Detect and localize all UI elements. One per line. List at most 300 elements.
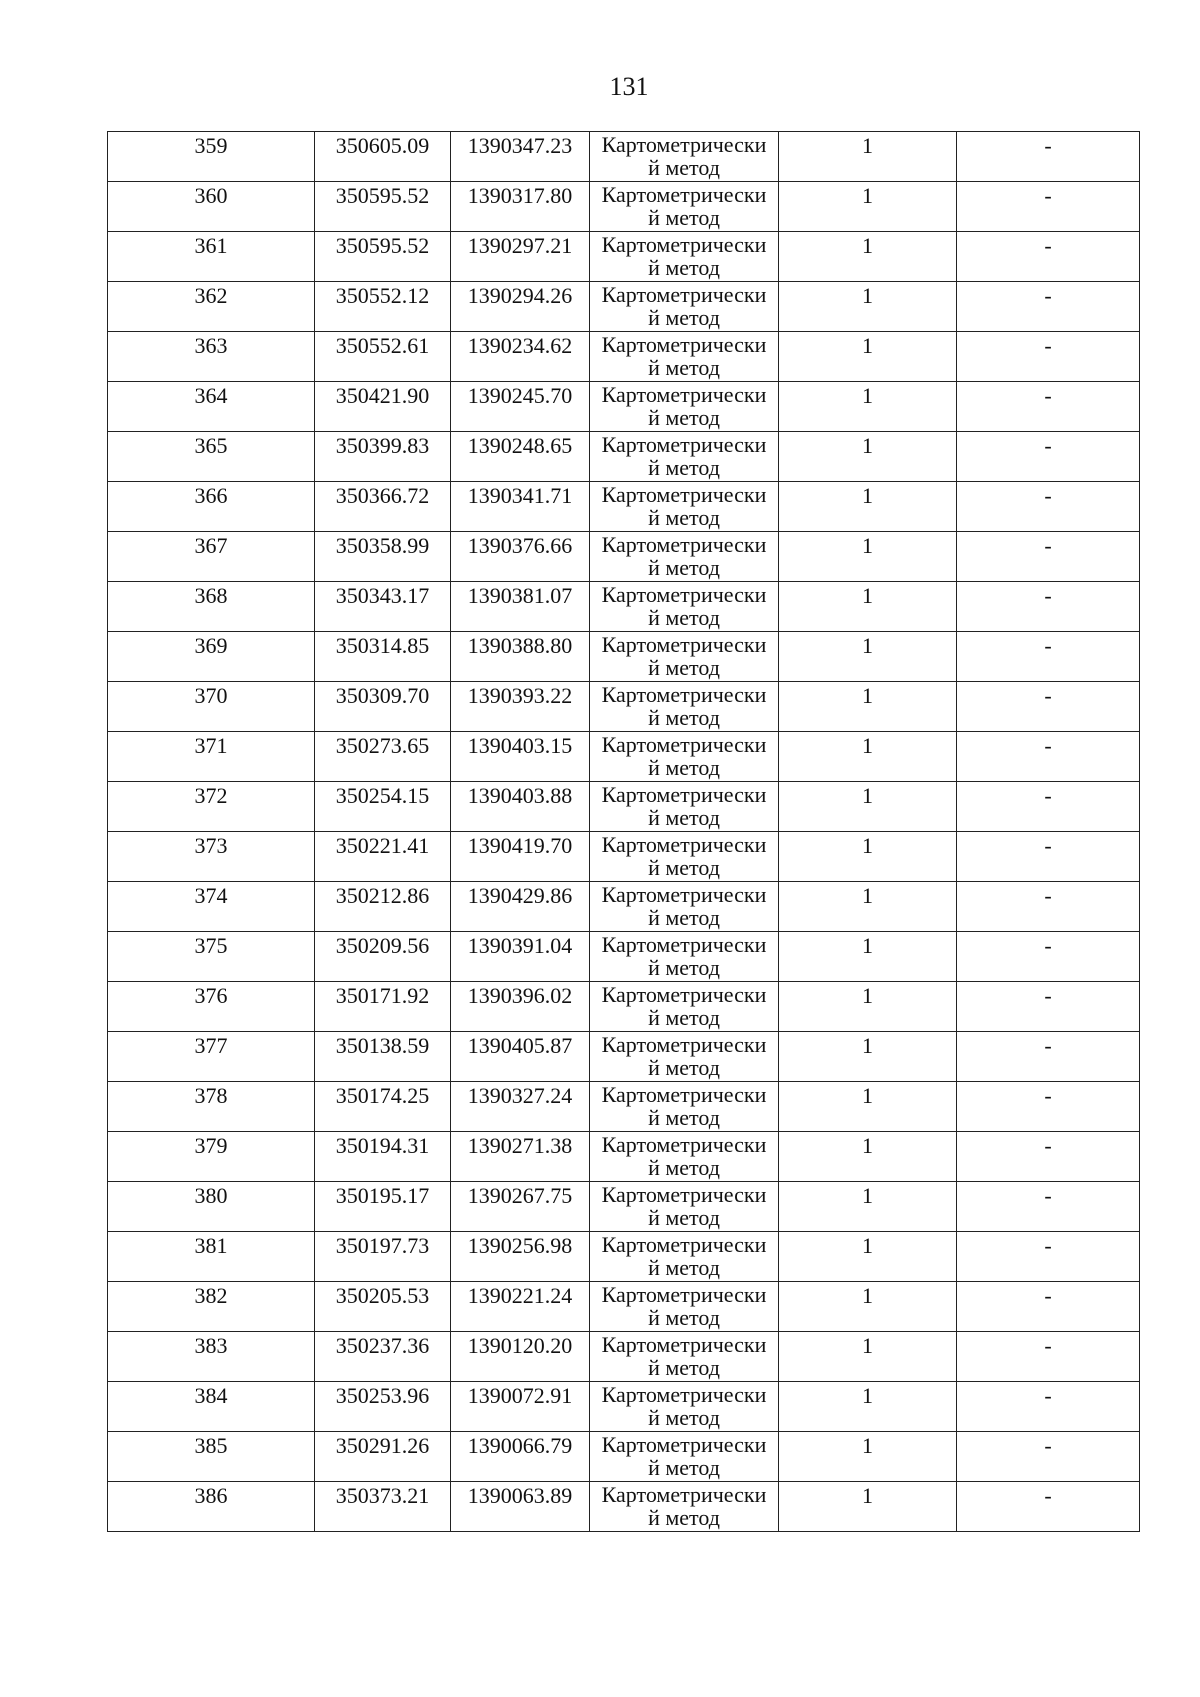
note-cell-text: - bbox=[1044, 133, 1052, 158]
y-coordinate-cell-text: 1390066.79 bbox=[467, 1433, 573, 1458]
method-text-line1: Картометрически bbox=[601, 1082, 767, 1107]
point-number-cell-text: 385 bbox=[194, 1433, 228, 1458]
y-coordinate-cell-text: 1390120.20 bbox=[467, 1333, 573, 1358]
note-cell bbox=[957, 832, 1140, 882]
method-text-line1: Картометрически bbox=[601, 432, 767, 457]
accuracy-cell-text: 1 bbox=[862, 1283, 873, 1308]
table-row bbox=[108, 282, 1140, 332]
accuracy-cell-text: 1 bbox=[862, 633, 873, 658]
method-text-line2: й метод bbox=[648, 1005, 720, 1030]
method-text-line2: й метод bbox=[648, 205, 720, 230]
y-coordinate-cell bbox=[451, 682, 590, 732]
y-coordinate-cell bbox=[451, 782, 590, 832]
method-cell bbox=[590, 482, 779, 532]
accuracy-cell bbox=[779, 982, 957, 1032]
method-text-line2: й метод bbox=[648, 505, 720, 530]
accuracy-cell-text: 1 bbox=[862, 783, 873, 808]
method-cell bbox=[590, 1082, 779, 1132]
method-cell bbox=[590, 182, 779, 232]
note-cell-text: - bbox=[1044, 283, 1052, 308]
accuracy-cell-text: 1 bbox=[862, 383, 873, 408]
table-row bbox=[108, 482, 1140, 532]
method-text-line1: Картометрически bbox=[601, 1132, 767, 1157]
y-coordinate-cell-text: 1390327.24 bbox=[467, 1083, 573, 1108]
note-cell-text: - bbox=[1044, 433, 1052, 458]
note-cell-text: - bbox=[1044, 483, 1052, 508]
table-row bbox=[108, 1482, 1140, 1532]
accuracy-cell-text: 1 bbox=[862, 583, 873, 608]
x-coordinate-cell bbox=[315, 582, 451, 632]
method-text-line1: Картометрически bbox=[601, 1182, 767, 1207]
accuracy-cell-text: 1 bbox=[862, 483, 873, 508]
note-cell bbox=[957, 382, 1140, 432]
accuracy-cell bbox=[779, 332, 957, 382]
method-text-line2: й метод bbox=[648, 705, 720, 730]
method-cell bbox=[590, 332, 779, 382]
x-coordinate-cell-text: 350254.15 bbox=[335, 783, 430, 808]
y-coordinate-cell bbox=[451, 582, 590, 632]
method-text-line1: Картометрически bbox=[601, 132, 767, 157]
point-number-cell bbox=[108, 482, 315, 532]
note-cell bbox=[957, 632, 1140, 682]
x-coordinate-cell-text: 350174.25 bbox=[335, 1083, 430, 1108]
point-number-cell bbox=[108, 1382, 315, 1432]
note-cell-text: - bbox=[1044, 933, 1052, 958]
method-text-line1: Картометрически bbox=[601, 632, 767, 657]
table-row bbox=[108, 732, 1140, 782]
method-cell bbox=[590, 532, 779, 582]
note-cell bbox=[957, 782, 1140, 832]
accuracy-cell bbox=[779, 432, 957, 482]
note-cell-text: - bbox=[1044, 633, 1052, 658]
y-coordinate-cell bbox=[451, 1082, 590, 1132]
table-row bbox=[108, 782, 1140, 832]
y-coordinate-cell-text: 1390347.23 bbox=[467, 133, 573, 158]
method-text-line1: Картометрически bbox=[601, 1482, 767, 1507]
method-text-line1: Картометрически bbox=[601, 282, 767, 307]
note-cell bbox=[957, 1282, 1140, 1332]
point-number-cell bbox=[108, 1282, 315, 1332]
method-text-line1: Картометрически bbox=[601, 732, 767, 757]
method-text-line2: й метод bbox=[648, 355, 720, 380]
note-cell-text: - bbox=[1044, 383, 1052, 408]
y-coordinate-cell bbox=[451, 882, 590, 932]
accuracy-cell-text: 1 bbox=[862, 133, 873, 158]
x-coordinate-cell bbox=[315, 1432, 451, 1482]
point-number-cell-text: 374 bbox=[194, 883, 228, 908]
point-number-cell-text: 359 bbox=[194, 133, 228, 158]
accuracy-cell bbox=[779, 182, 957, 232]
point-number-cell bbox=[108, 132, 315, 182]
method-cell bbox=[590, 432, 779, 482]
y-coordinate-cell bbox=[451, 832, 590, 882]
method-text-line1: Картометрически bbox=[601, 332, 767, 357]
x-coordinate-cell bbox=[315, 682, 451, 732]
y-coordinate-cell bbox=[451, 1032, 590, 1082]
point-number-cell-text: 380 bbox=[194, 1183, 228, 1208]
table-row bbox=[108, 682, 1140, 732]
x-coordinate-cell-text: 350205.53 bbox=[335, 1283, 430, 1308]
method-text-line1: Картометрически bbox=[601, 482, 767, 507]
point-number-cell bbox=[108, 832, 315, 882]
method-cell bbox=[590, 1282, 779, 1332]
x-coordinate-cell bbox=[315, 432, 451, 482]
method-cell bbox=[590, 582, 779, 632]
method-text-line2: й метод bbox=[648, 1355, 720, 1380]
accuracy-cell-text: 1 bbox=[862, 1033, 873, 1058]
method-text-line1: Картометрически bbox=[601, 582, 767, 607]
note-cell bbox=[957, 1182, 1140, 1232]
x-coordinate-cell-text: 350237.36 bbox=[335, 1333, 430, 1358]
point-number-cell-text: 360 bbox=[194, 183, 228, 208]
accuracy-cell bbox=[779, 1332, 957, 1382]
accuracy-cell bbox=[779, 932, 957, 982]
accuracy-cell-text: 1 bbox=[862, 1133, 873, 1158]
x-coordinate-cell bbox=[315, 382, 451, 432]
method-cell bbox=[590, 682, 779, 732]
note-cell bbox=[957, 482, 1140, 532]
method-text-line1: Картометрически bbox=[601, 1382, 767, 1407]
accuracy-cell bbox=[779, 1482, 957, 1532]
point-number-cell-text: 384 bbox=[194, 1383, 228, 1408]
note-cell-text: - bbox=[1044, 1133, 1052, 1158]
method-cell bbox=[590, 1482, 779, 1532]
method-text-line2: й метод bbox=[648, 1055, 720, 1080]
y-coordinate-cell bbox=[451, 1432, 590, 1482]
method-cell bbox=[590, 382, 779, 432]
method-cell bbox=[590, 732, 779, 782]
method-cell bbox=[590, 982, 779, 1032]
method-text-line1: Картометрически bbox=[601, 782, 767, 807]
table-row bbox=[108, 132, 1140, 182]
accuracy-cell bbox=[779, 632, 957, 682]
accuracy-cell-text: 1 bbox=[862, 183, 873, 208]
point-number-cell bbox=[108, 1032, 315, 1082]
y-coordinate-cell-text: 1390403.88 bbox=[467, 783, 573, 808]
note-cell bbox=[957, 1482, 1140, 1532]
x-coordinate-cell bbox=[315, 532, 451, 582]
y-coordinate-cell-text: 1390391.04 bbox=[467, 933, 573, 958]
method-cell bbox=[590, 832, 779, 882]
method-text-line1: Картометрически bbox=[601, 982, 767, 1007]
point-number-cell bbox=[108, 632, 315, 682]
table-row bbox=[108, 932, 1140, 982]
point-number-cell bbox=[108, 1132, 315, 1182]
table-row bbox=[108, 882, 1140, 932]
x-coordinate-cell bbox=[315, 1182, 451, 1232]
method-text-line1: Картометрически bbox=[601, 1332, 767, 1357]
note-cell bbox=[957, 1232, 1140, 1282]
x-coordinate-cell bbox=[315, 282, 451, 332]
point-number-cell bbox=[108, 982, 315, 1032]
table-row bbox=[108, 982, 1140, 1032]
method-text-line1: Картометрически bbox=[601, 532, 767, 557]
method-text-line1: Картометрически bbox=[601, 182, 767, 207]
note-cell-text: - bbox=[1044, 883, 1052, 908]
x-coordinate-cell-text: 350194.31 bbox=[335, 1133, 430, 1158]
y-coordinate-cell-text: 1390396.02 bbox=[467, 983, 573, 1008]
point-number-cell bbox=[108, 282, 315, 332]
point-number-cell bbox=[108, 882, 315, 932]
method-text-line2: й метод bbox=[648, 1155, 720, 1180]
point-number-cell-text: 379 bbox=[194, 1133, 228, 1158]
note-cell bbox=[957, 282, 1140, 332]
accuracy-cell bbox=[779, 1182, 957, 1232]
point-number-cell-text: 382 bbox=[194, 1283, 228, 1308]
accuracy-cell-text: 1 bbox=[862, 1183, 873, 1208]
x-coordinate-cell bbox=[315, 1282, 451, 1332]
note-cell bbox=[957, 582, 1140, 632]
accuracy-cell-text: 1 bbox=[862, 533, 873, 558]
point-number-cell-text: 367 bbox=[194, 533, 228, 558]
note-cell-text: - bbox=[1044, 1283, 1052, 1308]
y-coordinate-cell bbox=[451, 632, 590, 682]
x-coordinate-cell bbox=[315, 132, 451, 182]
accuracy-cell bbox=[779, 682, 957, 732]
method-cell bbox=[590, 1232, 779, 1282]
accuracy-cell-text: 1 bbox=[862, 1383, 873, 1408]
method-cell bbox=[590, 782, 779, 832]
point-number-cell-text: 365 bbox=[194, 433, 228, 458]
y-coordinate-cell bbox=[451, 432, 590, 482]
note-cell-text: - bbox=[1044, 183, 1052, 208]
x-coordinate-cell-text: 350358.99 bbox=[335, 533, 430, 558]
method-text-line1: Картометрически bbox=[601, 832, 767, 857]
table-row bbox=[108, 1382, 1140, 1432]
y-coordinate-cell-text: 1390393.22 bbox=[467, 683, 573, 708]
note-cell-text: - bbox=[1044, 1433, 1052, 1458]
accuracy-cell-text: 1 bbox=[862, 933, 873, 958]
y-coordinate-cell-text: 1390072.91 bbox=[467, 1383, 573, 1408]
accuracy-cell bbox=[779, 1282, 957, 1332]
point-number-cell-text: 370 bbox=[194, 683, 228, 708]
y-coordinate-cell-text: 1390245.70 bbox=[467, 383, 573, 408]
point-number-cell bbox=[108, 532, 315, 582]
method-cell bbox=[590, 232, 779, 282]
method-text-line1: Картометрически bbox=[601, 1032, 767, 1057]
method-text-line2: й метод bbox=[648, 605, 720, 630]
y-coordinate-cell-text: 1390341.71 bbox=[467, 483, 573, 508]
method-cell bbox=[590, 632, 779, 682]
y-coordinate-cell-text: 1390234.62 bbox=[467, 333, 573, 358]
y-coordinate-cell-text: 1390294.26 bbox=[467, 283, 573, 308]
note-cell bbox=[957, 1382, 1140, 1432]
method-cell bbox=[590, 932, 779, 982]
method-text-line2: й метод bbox=[648, 405, 720, 430]
x-coordinate-cell-text: 350212.86 bbox=[335, 883, 430, 908]
x-coordinate-cell bbox=[315, 932, 451, 982]
note-cell bbox=[957, 332, 1140, 382]
method-text-line1: Картометрически bbox=[601, 932, 767, 957]
x-coordinate-cell bbox=[315, 1082, 451, 1132]
accuracy-cell-text: 1 bbox=[862, 1083, 873, 1108]
point-number-cell bbox=[108, 1182, 315, 1232]
point-number-cell-text: 362 bbox=[194, 283, 228, 308]
x-coordinate-cell-text: 350171.92 bbox=[335, 983, 430, 1008]
y-coordinate-cell bbox=[451, 182, 590, 232]
method-cell bbox=[590, 282, 779, 332]
point-number-cell bbox=[108, 1332, 315, 1382]
note-cell-text: - bbox=[1044, 783, 1052, 808]
method-text-line2: й метод bbox=[648, 805, 720, 830]
x-coordinate-cell-text: 350399.83 bbox=[335, 433, 430, 458]
x-coordinate-cell bbox=[315, 982, 451, 1032]
x-coordinate-cell bbox=[315, 632, 451, 682]
accuracy-cell-text: 1 bbox=[862, 283, 873, 308]
x-coordinate-cell bbox=[315, 1382, 451, 1432]
point-number-cell bbox=[108, 932, 315, 982]
table-row bbox=[108, 1432, 1140, 1482]
x-coordinate-cell-text: 350605.09 bbox=[335, 133, 430, 158]
method-cell bbox=[590, 132, 779, 182]
method-text-line1: Картометрически bbox=[601, 1432, 767, 1457]
x-coordinate-cell-text: 350595.52 bbox=[335, 233, 430, 258]
accuracy-cell bbox=[779, 482, 957, 532]
note-cell-text: - bbox=[1044, 1083, 1052, 1108]
accuracy-cell-text: 1 bbox=[862, 1433, 873, 1458]
method-cell bbox=[590, 1432, 779, 1482]
note-cell-text: - bbox=[1044, 1483, 1052, 1508]
x-coordinate-cell bbox=[315, 1132, 451, 1182]
point-number-cell-text: 373 bbox=[194, 833, 228, 858]
table-row bbox=[108, 632, 1140, 682]
y-coordinate-cell bbox=[451, 1482, 590, 1532]
y-coordinate-cell-text: 1390317.80 bbox=[467, 183, 573, 208]
y-coordinate-cell bbox=[451, 982, 590, 1032]
method-text-line2: й метод bbox=[648, 1105, 720, 1130]
point-number-cell bbox=[108, 1232, 315, 1282]
note-cell bbox=[957, 682, 1140, 732]
table-row bbox=[108, 1082, 1140, 1132]
point-number-cell bbox=[108, 1482, 315, 1532]
point-number-cell bbox=[108, 682, 315, 732]
x-coordinate-cell-text: 350421.90 bbox=[335, 383, 430, 408]
accuracy-cell bbox=[779, 1232, 957, 1282]
method-text-line2: й метод bbox=[648, 1455, 720, 1480]
table-row bbox=[108, 1132, 1140, 1182]
accuracy-cell-text: 1 bbox=[862, 983, 873, 1008]
accuracy-cell bbox=[779, 232, 957, 282]
accuracy-cell bbox=[779, 132, 957, 182]
y-coordinate-cell-text: 1390429.86 bbox=[467, 883, 573, 908]
note-cell-text: - bbox=[1044, 233, 1052, 258]
method-text-line1: Картометрически bbox=[601, 382, 767, 407]
y-coordinate-cell-text: 1390403.15 bbox=[467, 733, 573, 758]
point-number-cell bbox=[108, 582, 315, 632]
table-row bbox=[108, 1032, 1140, 1082]
x-coordinate-cell-text: 350373.21 bbox=[335, 1483, 430, 1508]
x-coordinate-cell-text: 350209.56 bbox=[335, 933, 430, 958]
accuracy-cell bbox=[779, 732, 957, 782]
x-coordinate-cell-text: 350195.17 bbox=[335, 1183, 430, 1208]
x-coordinate-cell bbox=[315, 332, 451, 382]
method-text-line2: й метод bbox=[648, 1505, 720, 1530]
y-coordinate-cell bbox=[451, 1282, 590, 1332]
y-coordinate-cell bbox=[451, 132, 590, 182]
x-coordinate-cell bbox=[315, 482, 451, 532]
accuracy-cell bbox=[779, 1432, 957, 1482]
note-cell bbox=[957, 182, 1140, 232]
x-coordinate-cell-text: 350552.12 bbox=[335, 283, 430, 308]
x-coordinate-cell-text: 350138.59 bbox=[335, 1033, 430, 1058]
method-cell bbox=[590, 1332, 779, 1382]
y-coordinate-cell bbox=[451, 382, 590, 432]
note-cell-text: - bbox=[1044, 683, 1052, 708]
point-number-cell-text: 372 bbox=[194, 783, 228, 808]
method-text-line2: й метод bbox=[648, 855, 720, 880]
note-cell-text: - bbox=[1044, 333, 1052, 358]
x-coordinate-cell bbox=[315, 782, 451, 832]
point-number-cell bbox=[108, 1432, 315, 1482]
table-row bbox=[108, 332, 1140, 382]
method-text-line1: Картометрически bbox=[601, 1232, 767, 1257]
x-coordinate-cell bbox=[315, 1232, 451, 1282]
note-cell-text: - bbox=[1044, 1333, 1052, 1358]
x-coordinate-cell-text: 350309.70 bbox=[335, 683, 430, 708]
x-coordinate-cell bbox=[315, 832, 451, 882]
y-coordinate-cell bbox=[451, 532, 590, 582]
accuracy-cell-text: 1 bbox=[862, 233, 873, 258]
table-row bbox=[108, 1332, 1140, 1382]
method-text-line1: Картометрически bbox=[601, 682, 767, 707]
y-coordinate-cell bbox=[451, 332, 590, 382]
table-row bbox=[108, 532, 1140, 582]
point-number-cell-text: 383 bbox=[194, 1333, 228, 1358]
accuracy-cell bbox=[779, 382, 957, 432]
note-cell-text: - bbox=[1044, 833, 1052, 858]
table-row bbox=[108, 1232, 1140, 1282]
note-cell bbox=[957, 532, 1140, 582]
method-cell bbox=[590, 1382, 779, 1432]
accuracy-cell bbox=[779, 532, 957, 582]
point-number-cell bbox=[108, 782, 315, 832]
accuracy-cell-text: 1 bbox=[862, 1333, 873, 1358]
method-text-line2: й метод bbox=[648, 455, 720, 480]
x-coordinate-cell bbox=[315, 232, 451, 282]
method-text-line2: й метод bbox=[648, 255, 720, 280]
accuracy-cell bbox=[779, 1382, 957, 1432]
y-coordinate-cell bbox=[451, 1232, 590, 1282]
point-number-cell bbox=[108, 332, 315, 382]
note-cell-text: - bbox=[1044, 1183, 1052, 1208]
point-number-cell-text: 386 bbox=[194, 1483, 228, 1508]
note-cell-text: - bbox=[1044, 583, 1052, 608]
method-text-line1: Картометрически bbox=[601, 232, 767, 257]
note-cell bbox=[957, 232, 1140, 282]
method-text-line2: й метод bbox=[648, 1405, 720, 1430]
note-cell bbox=[957, 432, 1140, 482]
point-number-cell-text: 366 bbox=[194, 483, 228, 508]
y-coordinate-cell bbox=[451, 1182, 590, 1232]
point-number-cell-text: 371 bbox=[194, 733, 228, 758]
y-coordinate-cell bbox=[451, 1332, 590, 1382]
x-coordinate-cell bbox=[315, 732, 451, 782]
table-row bbox=[108, 382, 1140, 432]
y-coordinate-cell-text: 1390221.24 bbox=[467, 1283, 573, 1308]
point-number-cell-text: 368 bbox=[194, 583, 228, 608]
table-row bbox=[108, 232, 1140, 282]
coordinates-table bbox=[107, 131, 1140, 1532]
point-number-cell bbox=[108, 182, 315, 232]
method-cell bbox=[590, 882, 779, 932]
x-coordinate-cell bbox=[315, 1332, 451, 1382]
method-text-line2: й метод bbox=[648, 1305, 720, 1330]
note-cell bbox=[957, 932, 1140, 982]
method-text-line2: й метод bbox=[648, 955, 720, 980]
note-cell bbox=[957, 1132, 1140, 1182]
point-number-cell-text: 363 bbox=[194, 333, 228, 358]
note-cell-text: - bbox=[1044, 533, 1052, 558]
